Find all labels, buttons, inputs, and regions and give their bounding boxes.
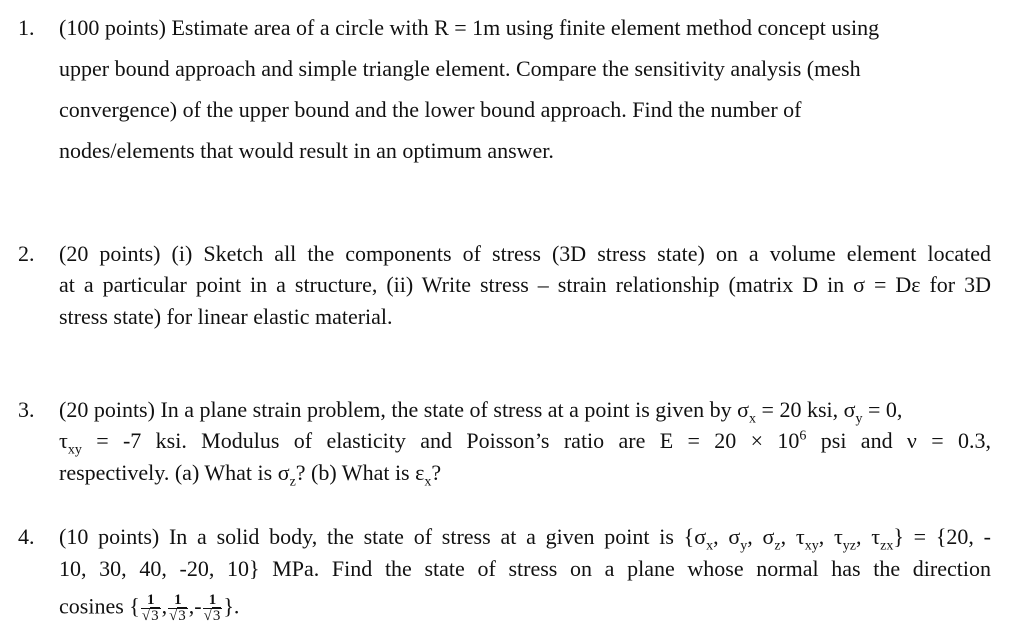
q4-sub-zx: zx: [880, 538, 894, 554]
radicand: 3: [151, 608, 159, 624]
sqrt-symbol: √: [203, 608, 212, 624]
q3-text-f: respectively. (a) What is σ: [59, 460, 290, 485]
q3-text-g: ? (b) What is ε: [295, 460, 425, 485]
question-4-line-2: 10, 30, 40, -20, 10} MPa. Find the state of stress on a plane whose normal has the direction: [59, 556, 991, 581]
question-3-number: 3.: [18, 397, 35, 422]
fraction-3-denominator: [203, 609, 223, 624]
q4-sub-z: z: [774, 538, 781, 554]
q3-sub-x: x: [749, 411, 757, 427]
fraction-1-denominator: [141, 609, 161, 624]
q3-text-c: = 0,: [862, 397, 903, 422]
q4-neg-comma: ,-: [188, 593, 202, 619]
q4-sub-y: y: [740, 538, 748, 554]
q3-tau: τ: [59, 428, 68, 453]
q3-text-b: = 20 ksi, σ: [756, 397, 856, 422]
fraction-3-numerator: 1: [203, 593, 223, 609]
q3-text-h: ?: [431, 460, 442, 485]
question-4-line-1: [59, 524, 991, 554]
q3-exponent: 6: [799, 428, 807, 444]
q4-open-brace: {: [129, 593, 140, 619]
question-4-number: 4.: [18, 524, 35, 549]
q4-sep-2: , σ: [747, 524, 775, 549]
radicand: 3: [212, 608, 221, 624]
q4-sep-3: , τ: [780, 524, 805, 549]
question-1-line-3: convergence) of the upper bound and the lower bound approach. Find the number of: [59, 97, 802, 122]
q3-text-d: = -7 ksi. Modulus of elasticity and Poisson’s ratio are E = 20 × 10: [81, 428, 800, 453]
fraction-1-numerator: 1: [141, 593, 161, 609]
question-2-line-3: stress state) for linear elastic material.: [59, 304, 393, 329]
question-2-line-2: at a particular point in a structure, (ii) Write stress – strain relationship (matrix D in σ = Dε for 3D: [59, 272, 991, 297]
q4-sep-4: , τ: [818, 524, 843, 549]
question-1-line-4: nodes/elements that would result in an optimum answer.: [59, 138, 554, 163]
q3-sub-ex: x: [424, 474, 432, 490]
fraction-2: [168, 593, 188, 624]
sqrt-symbol: √: [141, 608, 151, 624]
q4-sub-yz: yz: [842, 538, 857, 554]
q3-sub-z: z: [289, 474, 296, 490]
question-3-line-2: [59, 428, 992, 458]
question-1-line-2: upper bound approach and simple triangle element. Compare the sensitivity analysis (mesh: [59, 56, 861, 81]
q3-text-e: psi and ν = 0.3,: [806, 428, 992, 453]
q4-sub-xy: xy: [804, 538, 819, 554]
fraction-1: [141, 593, 161, 624]
q3-text-a: (20 points) In a plane strain problem, the state of stress at a point is given by σ: [59, 397, 750, 422]
q4-sub-x: x: [706, 538, 714, 554]
q3-sub-xy: xy: [67, 442, 82, 458]
fraction-2-denominator: [168, 609, 188, 624]
q4-text-b: } = {20, -: [893, 524, 991, 549]
sqrt-symbol: √: [169, 608, 178, 624]
fraction-2-numerator: 1: [168, 593, 188, 609]
fraction-3: [203, 593, 223, 624]
question-2-line-1: (20 points) (i) Sketch all the components of stress (3D stress state) on a volume element located: [59, 241, 991, 266]
q3-sub-y: y: [855, 411, 863, 427]
question-3-line-1: [59, 397, 903, 427]
question-1-line-1: (100 points) Estimate area of a circle with R = 1m using finite element method concept using: [59, 15, 880, 40]
q4-text-a: (10 points) In a solid body, the state of stress at a given point is {σ: [59, 524, 707, 549]
q4-comma-1: ,: [161, 593, 168, 619]
question-2-number: 2.: [18, 241, 35, 266]
question-3-line-3: [59, 460, 442, 490]
question-4-line-3: [59, 593, 239, 624]
q4-sep-5: , τ: [856, 524, 881, 549]
radicand: 3: [178, 608, 186, 624]
q4-close: }.: [223, 593, 240, 619]
q4-cosines: cosines: [59, 593, 124, 619]
question-1-number: 1.: [18, 15, 35, 40]
q4-sep-1: , σ: [713, 524, 741, 549]
